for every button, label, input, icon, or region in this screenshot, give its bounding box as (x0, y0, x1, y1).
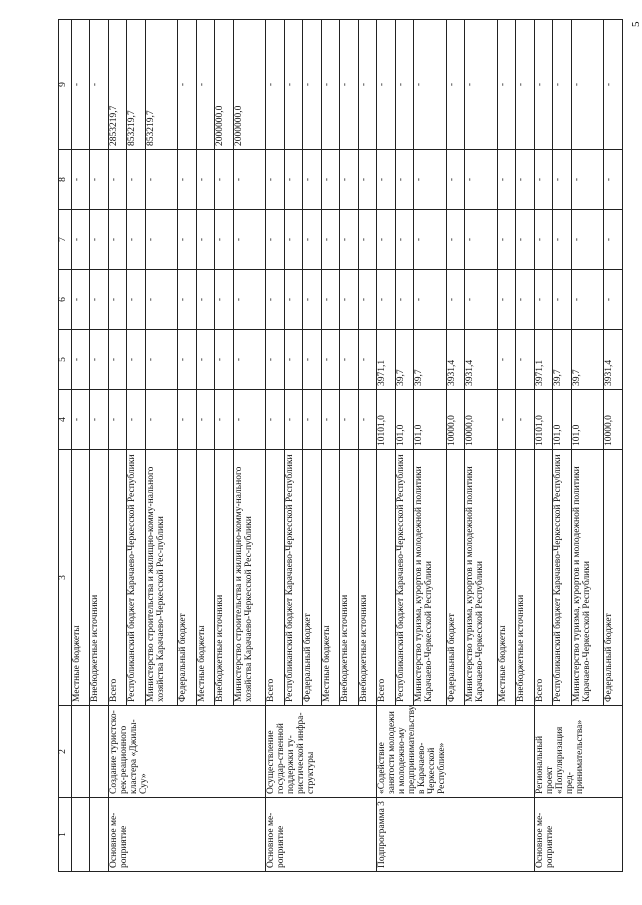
value-cell-col8: - (321, 150, 339, 210)
source-cell: Местные бюджеты (196, 450, 214, 706)
value-cell-col5: - (233, 330, 266, 390)
table-row (90, 20, 108, 872)
value-cell-col9: 853219,7 (127, 20, 145, 150)
value-cell-col4: 101,0 (553, 390, 571, 450)
value-cell-col8: - (358, 150, 376, 210)
value-cell-col9: - (516, 20, 534, 150)
value-cell-col9: - (90, 20, 108, 150)
value-cell-col8: - (145, 150, 178, 210)
value-cell-col8: - (497, 150, 515, 210)
value-cell-col7: - (516, 210, 534, 270)
value-cell-col4: - (321, 390, 339, 450)
value-cell-col8: - (553, 150, 571, 210)
value-cell-col8: - (72, 150, 90, 210)
value-cell-col6: - (321, 270, 339, 330)
value-cell-col6: - (571, 270, 604, 330)
source-cell: Местные бюджеты (497, 450, 515, 706)
value-cell-col7: - (358, 210, 376, 270)
column-header-7: 7 (59, 210, 72, 270)
value-cell-col5: - (127, 330, 145, 390)
value-cell-col4: 10101,0 (534, 390, 552, 450)
value-cell-col7: - (303, 210, 321, 270)
value-cell-col7: - (446, 210, 464, 270)
value-cell-col4: - (90, 390, 108, 450)
source-cell: Всего (108, 450, 126, 706)
value-cell-col6: - (465, 270, 498, 330)
value-cell-col7: - (321, 210, 339, 270)
item-type-cell: Основное ме-роприятие (108, 798, 266, 872)
source-cell: Всего (534, 450, 552, 706)
value-cell-col8: - (266, 150, 284, 210)
value-cell-col7: - (145, 210, 178, 270)
column-header-1: 1 (59, 798, 72, 872)
source-cell: Министерство туризма, курортов и молодежной политики Карачаево-Черкесской Республики (571, 450, 604, 706)
source-cell: Республиканский бюджет Карачаево-Черкесской Республики (395, 450, 413, 706)
value-cell-col7: - (395, 210, 413, 270)
page-number: 5 (630, 21, 642, 27)
value-cell-col7: - (414, 210, 447, 270)
value-cell-col8: - (284, 150, 302, 210)
value-cell-col6: - (497, 270, 515, 330)
source-cell: Внебюджетные источники (358, 450, 376, 706)
value-cell-col5: - (303, 330, 321, 390)
value-cell-col5: 3971,1 (534, 330, 552, 390)
value-cell-col4: - (215, 390, 233, 450)
value-cell-col4: 10000,0 (604, 390, 623, 450)
table-row (377, 20, 395, 872)
value-cell-col5: 3931,4 (446, 330, 464, 390)
value-cell-col7: - (178, 210, 196, 270)
value-cell-col6: - (266, 270, 284, 330)
value-cell-col4: - (196, 390, 214, 450)
empty-cell (72, 798, 90, 872)
value-cell-col6: - (340, 270, 358, 330)
source-cell: Федеральный бюджет (178, 450, 196, 706)
source-cell: Местные бюджеты (72, 450, 90, 706)
table-row (534, 20, 552, 872)
value-cell-col4: - (108, 390, 126, 450)
value-cell-col5: - (196, 330, 214, 390)
header-row (59, 20, 72, 872)
empty-cell (90, 798, 108, 872)
empty-cell (72, 706, 90, 798)
value-cell-col9: - (534, 20, 552, 150)
value-cell-col9: - (497, 20, 515, 150)
value-cell-col8: - (90, 150, 108, 210)
value-cell-col6: - (145, 270, 178, 330)
source-cell: Внебюджетные источники (516, 450, 534, 706)
value-cell-col7: - (233, 210, 266, 270)
value-cell-col9: 2000000,0 (233, 20, 266, 150)
value-cell-col9: - (196, 20, 214, 150)
source-cell: Министерство строительства и жилищно-комму-нального хозяйства Карачаево-Черкесской Рес-публики (233, 450, 266, 706)
value-cell-col9: - (303, 20, 321, 150)
value-cell-col4: - (284, 390, 302, 450)
value-cell-col9: - (72, 20, 90, 150)
value-cell-col7: - (72, 210, 90, 270)
value-cell-col7: - (571, 210, 604, 270)
value-cell-col4: - (266, 390, 284, 450)
value-cell-col6: - (358, 270, 376, 330)
value-cell-col9: - (266, 20, 284, 150)
value-cell-col7: - (266, 210, 284, 270)
value-cell-col7: - (497, 210, 515, 270)
source-cell: Министерство туризма, курортов и молодежной политики Карачаево-Черкесской Республики (465, 450, 498, 706)
value-cell-col7: - (196, 210, 214, 270)
value-cell-col4: - (303, 390, 321, 450)
source-cell: Внебюджетные источники (340, 450, 358, 706)
value-cell-col8: - (127, 150, 145, 210)
value-cell-col7: - (604, 210, 623, 270)
value-cell-col9: - (395, 20, 413, 150)
value-cell-col4: - (72, 390, 90, 450)
value-cell-col8: - (215, 150, 233, 210)
value-cell-col4: 10000,0 (465, 390, 498, 450)
column-header-6: 6 (59, 270, 72, 330)
source-cell: Внебюджетные источники (215, 450, 233, 706)
value-cell-col9: - (553, 20, 571, 150)
value-cell-col7: - (90, 210, 108, 270)
value-cell-col9: 2853219,7 (108, 20, 126, 150)
value-cell-col5: - (497, 330, 515, 390)
value-cell-col6: - (127, 270, 145, 330)
value-cell-col8: - (395, 150, 413, 210)
value-cell-col9: - (178, 20, 196, 150)
column-header-2: 2 (59, 706, 72, 798)
value-cell-col8: - (196, 150, 214, 210)
item-type-cell: Подпрограмма 3 (377, 798, 535, 872)
value-cell-col6: - (233, 270, 266, 330)
value-cell-col5: - (145, 330, 178, 390)
value-cell-col8: - (465, 150, 498, 210)
value-cell-col5: - (215, 330, 233, 390)
source-cell: Всего (377, 450, 395, 706)
value-cell-col4: - (127, 390, 145, 450)
value-cell-col6: - (90, 270, 108, 330)
value-cell-col6: - (72, 270, 90, 330)
value-cell-col4: 101,0 (395, 390, 413, 450)
value-cell-col4: - (516, 390, 534, 450)
value-cell-col9: - (340, 20, 358, 150)
item-name-cell: «Содействие занятости молодежи и молодежно-му предпринимательству в Карачаево-Черкесской Республике» (377, 706, 535, 798)
source-cell: Всего (266, 450, 284, 706)
source-cell: Республиканский бюджет Карачаево-Черкесской Республики (127, 450, 145, 706)
value-cell-col4: 101,0 (414, 390, 447, 450)
item-type-cell: Основное ме-роприятие (534, 798, 622, 872)
value-cell-col8: - (108, 150, 126, 210)
table-body (59, 20, 623, 872)
value-cell-col5: 39,7 (395, 330, 413, 390)
value-cell-col4: - (358, 390, 376, 450)
value-cell-col8: - (340, 150, 358, 210)
value-cell-col5: - (266, 330, 284, 390)
value-cell-col8: - (377, 150, 395, 210)
value-cell-col6: - (108, 270, 126, 330)
value-cell-col9: 853219,7 (145, 20, 178, 150)
source-cell: Внебюджетные источники (90, 450, 108, 706)
value-cell-col6: - (196, 270, 214, 330)
value-cell-col4: - (233, 390, 266, 450)
value-cell-col7: - (377, 210, 395, 270)
empty-cell (90, 706, 108, 798)
item-name-cell: Создание туристско-рек-реационного кластера «Джилы-Суу» (108, 706, 266, 798)
item-type-cell: Основное ме-роприятие (266, 798, 377, 872)
value-cell-col5: - (72, 330, 90, 390)
value-cell-col5: - (90, 330, 108, 390)
value-cell-col5: 3971,1 (377, 330, 395, 390)
source-cell: Республиканский бюджет Карачаево-Черкесской Республики (284, 450, 302, 706)
value-cell-col8: - (604, 150, 623, 210)
value-cell-col6: - (215, 270, 233, 330)
source-cell: Министерство строительства и жилищно-комму-нального хозяйства Карачаево-Черкесской Рес-публики (145, 450, 178, 706)
value-cell-col7: - (108, 210, 126, 270)
column-header-4: 4 (59, 390, 72, 450)
value-cell-col5: 39,7 (553, 330, 571, 390)
value-cell-col4: - (497, 390, 515, 450)
value-cell-col5: - (321, 330, 339, 390)
value-cell-col5: 3931,4 (465, 330, 498, 390)
source-cell: Федеральный бюджет (604, 450, 623, 706)
budget-table (58, 19, 623, 872)
value-cell-col7: - (340, 210, 358, 270)
value-cell-col7: - (284, 210, 302, 270)
value-cell-col6: - (604, 270, 623, 330)
column-header-5: 5 (59, 330, 72, 390)
value-cell-col5: - (358, 330, 376, 390)
value-cell-col7: - (534, 210, 552, 270)
value-cell-col6: - (516, 270, 534, 330)
value-cell-col6: - (178, 270, 196, 330)
item-name-cell: Региональный проект «Популяризация пред-принимательства» (534, 706, 622, 798)
value-cell-col6: - (414, 270, 447, 330)
value-cell-col8: - (534, 150, 552, 210)
item-name-cell: Осуществление государ-ственной поддержки ту-ристической инфра-структуры (266, 706, 377, 798)
value-cell-col5: 3931,4 (604, 330, 623, 390)
value-cell-col9: - (321, 20, 339, 150)
value-cell-col8: - (446, 150, 464, 210)
value-cell-col6: - (534, 270, 552, 330)
value-cell-col4: - (340, 390, 358, 450)
value-cell-col9: - (284, 20, 302, 150)
value-cell-col5: - (516, 330, 534, 390)
source-cell: Федеральный бюджет (446, 450, 464, 706)
value-cell-col8: - (303, 150, 321, 210)
value-cell-col5: 39,7 (414, 330, 447, 390)
value-cell-col6: - (377, 270, 395, 330)
value-cell-col4: 101,0 (571, 390, 604, 450)
rotated-page (58, 20, 623, 872)
value-cell-col7: - (465, 210, 498, 270)
value-cell-col9: - (446, 20, 464, 150)
value-cell-col6: - (553, 270, 571, 330)
value-cell-col9: - (465, 20, 498, 150)
value-cell-col6: - (284, 270, 302, 330)
value-cell-col5: - (178, 330, 196, 390)
column-header-9: 9 (59, 20, 72, 150)
value-cell-col8: - (233, 150, 266, 210)
value-cell-col9: 2000000,0 (215, 20, 233, 150)
value-cell-col7: - (127, 210, 145, 270)
value-cell-col9: - (414, 20, 447, 150)
value-cell-col5: 39,7 (571, 330, 604, 390)
value-cell-col5: - (284, 330, 302, 390)
value-cell-col8: - (571, 150, 604, 210)
value-cell-col9: - (571, 20, 604, 150)
value-cell-col7: - (215, 210, 233, 270)
value-cell-col7: - (553, 210, 571, 270)
value-cell-col9: - (377, 20, 395, 150)
value-cell-col8: - (516, 150, 534, 210)
source-cell: Республиканский бюджет Карачаево-Черкесской Республики (553, 450, 571, 706)
value-cell-col4: - (145, 390, 178, 450)
value-cell-col4: 10101,0 (377, 390, 395, 450)
source-cell: Министерство туризма, курортов и молодежной политики Карачаево-Черкесской Республики (414, 450, 447, 706)
table-row (72, 20, 90, 872)
value-cell-col9: - (358, 20, 376, 150)
column-header-8: 8 (59, 150, 72, 210)
value-cell-col5: - (340, 330, 358, 390)
value-cell-col8: - (178, 150, 196, 210)
value-cell-col8: - (414, 150, 447, 210)
value-cell-col5: - (108, 330, 126, 390)
value-cell-col4: 10000,0 (446, 390, 464, 450)
value-cell-col6: - (446, 270, 464, 330)
table-row (266, 20, 284, 872)
value-cell-col9: - (604, 20, 623, 150)
table-row (108, 20, 126, 872)
value-cell-col6: - (303, 270, 321, 330)
column-header-3: 3 (59, 450, 72, 706)
source-cell: Местные бюджеты (321, 450, 339, 706)
value-cell-col6: - (395, 270, 413, 330)
value-cell-col4: - (178, 390, 196, 450)
source-cell: Федеральный бюджет (303, 450, 321, 706)
